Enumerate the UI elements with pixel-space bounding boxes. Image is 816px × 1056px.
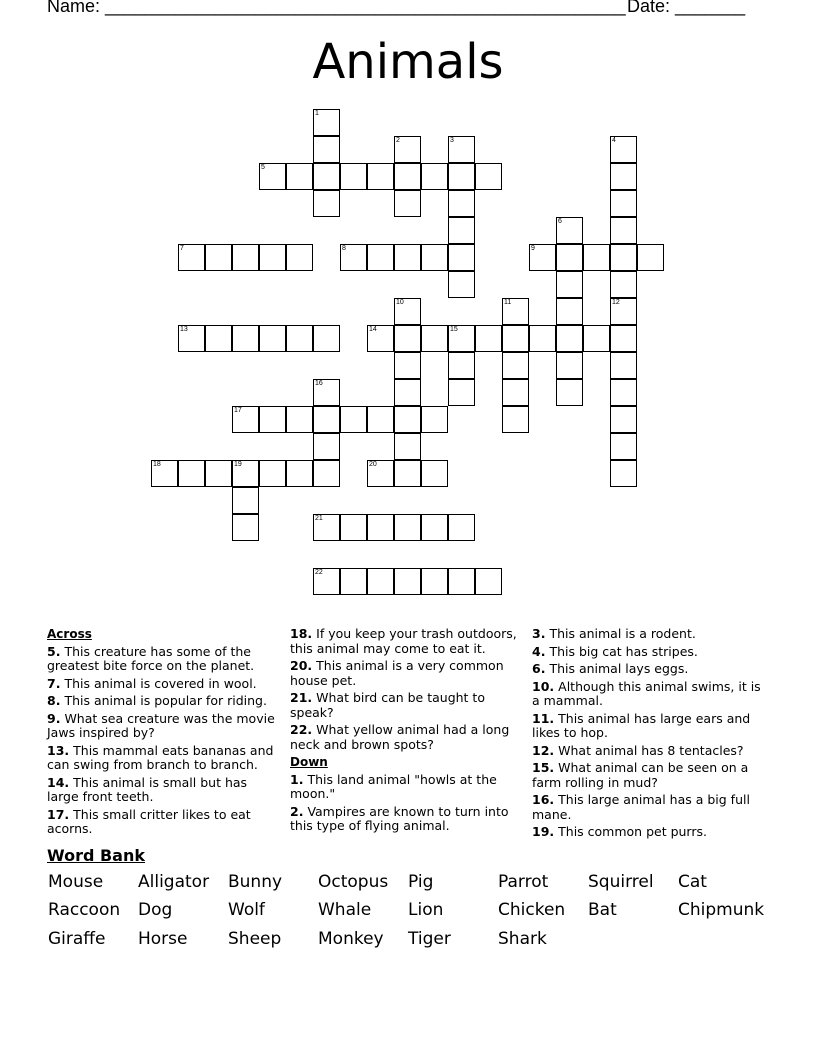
grid-cell[interactable]: [232, 487, 259, 514]
clue-number: 18: [153, 461, 161, 468]
grid-cell[interactable]: [340, 163, 367, 190]
clue-number: 22: [315, 569, 323, 576]
grid-cell[interactable]: [340, 568, 367, 595]
word-bank-item: Raccoon: [48, 900, 121, 920]
grid-cell[interactable]: [313, 163, 340, 190]
name-field-label: Name: ____________________________________________________: [47, 0, 626, 16]
word-bank-item: Bat: [588, 900, 617, 920]
word-bank-item: Giraffe: [48, 929, 106, 949]
clue-number: 17: [234, 407, 242, 414]
grid-cell[interactable]: [394, 136, 421, 163]
grid-cell[interactable]: [205, 244, 232, 271]
grid-cell[interactable]: [421, 568, 448, 595]
grid-cell[interactable]: [313, 568, 340, 595]
grid-cell[interactable]: [259, 460, 286, 487]
clue-number: 6: [558, 218, 562, 225]
clue-across-14: 14. This animal is small but has large front teeth.: [47, 774, 248, 804]
grid-cell[interactable]: [448, 568, 475, 595]
grid-cell[interactable]: [286, 406, 313, 433]
clue-number: 13: [180, 326, 188, 333]
grid-cell[interactable]: [394, 433, 421, 460]
clue-number: 1: [315, 110, 319, 117]
word-bank-item: Wolf: [228, 900, 265, 920]
grid-cell[interactable]: [583, 325, 610, 352]
grid-cell[interactable]: [286, 325, 313, 352]
clue-down-4: 4. This big cat has stripes.: [532, 643, 698, 659]
grid-cell[interactable]: [448, 514, 475, 541]
grid-cell[interactable]: [556, 298, 583, 325]
grid-cell[interactable]: [475, 163, 502, 190]
clues-column-2: [290, 627, 522, 837]
grid-cell[interactable]: [286, 460, 313, 487]
clue-down-1: 1. This land animal "howls at the moon.": [290, 771, 497, 801]
grid-cell[interactable]: [205, 460, 232, 487]
grid-cell[interactable]: [394, 406, 421, 433]
grid-cell[interactable]: [313, 514, 340, 541]
clue-across-22: 22. What yellow animal had a long neck and brown spots?: [290, 722, 510, 752]
grid-cell[interactable]: [421, 460, 448, 487]
grid-cell[interactable]: [610, 217, 637, 244]
grid-cell[interactable]: [259, 325, 286, 352]
clue-number: 5: [261, 164, 265, 171]
grid-cell[interactable]: [556, 217, 583, 244]
grid-cell[interactable]: [232, 325, 259, 352]
clue-number: 20: [369, 461, 377, 468]
word-bank-item: Mouse: [48, 872, 104, 892]
clue-down-2: 2. Vampires are known to turn into this type of flying animal.: [290, 803, 509, 833]
grid-cell[interactable]: [610, 190, 637, 217]
grid-cell[interactable]: [178, 325, 205, 352]
grid-cell[interactable]: [610, 244, 637, 271]
grid-cell[interactable]: [367, 244, 394, 271]
word-bank-item: Monkey: [318, 929, 384, 949]
grid-cell[interactable]: [502, 298, 529, 325]
grid-cell[interactable]: [232, 406, 259, 433]
grid-cell[interactable]: [583, 244, 610, 271]
grid-cell[interactable]: [556, 379, 583, 406]
grid-cell[interactable]: [502, 352, 529, 379]
clue-across-13: 13. This mammal eats bananas and can swing from branch to branch.: [47, 742, 274, 772]
grid-cell[interactable]: [259, 244, 286, 271]
grid-cell[interactable]: [394, 568, 421, 595]
grid-cell[interactable]: [448, 325, 475, 352]
clue-number: 9: [531, 245, 535, 252]
grid-cell[interactable]: [448, 190, 475, 217]
word-bank-item: Sheep: [228, 929, 282, 949]
clue-number: 8: [342, 245, 346, 252]
grid-cell[interactable]: [421, 325, 448, 352]
word-bank-item: Lion: [408, 900, 444, 920]
grid-cell[interactable]: [502, 379, 529, 406]
word-bank-item: Chicken: [498, 900, 566, 920]
grid-cell[interactable]: [340, 406, 367, 433]
word-bank-item: Cat: [678, 872, 707, 892]
grid-cell[interactable]: [313, 406, 340, 433]
word-bank-title: Word Bank: [47, 846, 146, 865]
grid-cell[interactable]: [232, 514, 259, 541]
grid-cell[interactable]: [529, 244, 556, 271]
across-heading: Across: [47, 627, 92, 641]
grid-cell[interactable]: [394, 298, 421, 325]
grid-cell[interactable]: [367, 514, 394, 541]
grid-cell[interactable]: [313, 460, 340, 487]
grid-cell[interactable]: [556, 271, 583, 298]
grid-cell[interactable]: [421, 514, 448, 541]
grid-cell[interactable]: [610, 163, 637, 190]
grid-cell[interactable]: [313, 109, 340, 136]
grid-cell[interactable]: [394, 379, 421, 406]
grid-cell[interactable]: [340, 514, 367, 541]
clue-down-10: 10. Although this animal swims, it is a mammal.: [532, 678, 761, 708]
clue-down-19: 19. This common pet purrs.: [532, 824, 707, 839]
grid-cell[interactable]: [151, 460, 178, 487]
clue-down-3: 3. This animal is a rodent.: [532, 626, 696, 641]
grid-cell[interactable]: [556, 352, 583, 379]
grid-cell[interactable]: [313, 136, 340, 163]
grid-cell[interactable]: [502, 406, 529, 433]
clue-number: 10: [396, 299, 404, 306]
grid-cell[interactable]: [448, 244, 475, 271]
grid-cell[interactable]: [367, 325, 394, 352]
grid-cell[interactable]: [475, 325, 502, 352]
grid-cell[interactable]: [259, 163, 286, 190]
grid-cell[interactable]: [259, 406, 286, 433]
grid-cell[interactable]: [637, 244, 664, 271]
word-bank-item: Chipmunk: [678, 900, 765, 920]
grid-cell[interactable]: [394, 460, 421, 487]
grid-cell[interactable]: [394, 514, 421, 541]
grid-cell[interactable]: [313, 325, 340, 352]
clue-down-16: 16. This large animal has a big full mane.: [532, 792, 750, 822]
word-bank-item: Parrot: [498, 872, 549, 892]
grid-cell[interactable]: [367, 406, 394, 433]
clue-number: 11: [504, 299, 512, 306]
clue-down-11: 11. This animal has large ears and likes to hop.: [532, 710, 751, 740]
grid-cell[interactable]: [313, 379, 340, 406]
page-title: Animals: [312, 34, 504, 90]
date-field-label: Date: _______: [627, 0, 746, 16]
word-bank-item: Horse: [138, 929, 188, 949]
grid-cell[interactable]: [448, 352, 475, 379]
grid-cell[interactable]: [286, 163, 313, 190]
clue-across-18: 18. If you keep your trash outdoors, this animal may come to eat it.: [290, 626, 517, 656]
grid-cell[interactable]: [394, 352, 421, 379]
grid-cell[interactable]: [448, 163, 475, 190]
grid-cell[interactable]: [367, 163, 394, 190]
grid-cell[interactable]: [313, 190, 340, 217]
grid-cell[interactable]: [394, 190, 421, 217]
grid-cell[interactable]: [313, 433, 340, 460]
word-bank-item: Bunny: [228, 872, 283, 892]
grid-cell[interactable]: [394, 163, 421, 190]
grid-cell[interactable]: [367, 568, 394, 595]
grid-cell[interactable]: [610, 298, 637, 325]
clue-number: 4: [612, 137, 616, 144]
grid-cell[interactable]: [421, 163, 448, 190]
clues-column-3: [532, 627, 772, 843]
clue-number: 3: [450, 137, 454, 144]
down-heading: Down: [290, 755, 328, 769]
grid-cell[interactable]: [610, 325, 637, 352]
grid-cell[interactable]: [556, 244, 583, 271]
clue-across-20: 20. This animal is a very common house pet.: [290, 658, 504, 688]
clue-across-5: 5. This creature has some of the greatest bite force on the planet.: [47, 643, 255, 673]
grid-cell[interactable]: [340, 244, 367, 271]
clues-column-1: [47, 627, 279, 840]
clue-across-9: 9. What sea creature was the movie Jaws inspired by?: [47, 710, 275, 740]
clue-number: 21: [315, 515, 323, 522]
grid-cell[interactable]: [448, 271, 475, 298]
grid-cell[interactable]: [178, 244, 205, 271]
clue-number: 15: [450, 326, 458, 333]
word-bank-item: Squirrel: [588, 872, 654, 892]
grid-cell[interactable]: [610, 406, 637, 433]
grid-cell[interactable]: [610, 379, 637, 406]
grid-cell[interactable]: [286, 244, 313, 271]
clue-across-7: 7. This animal is covered in wool.: [47, 675, 257, 691]
clue-number: 7: [180, 245, 184, 252]
grid-cell[interactable]: [367, 460, 394, 487]
clue-number: 2: [396, 137, 400, 144]
grid-cell[interactable]: [232, 244, 259, 271]
clue-number: 12: [612, 299, 620, 306]
clue-down-12: 12. What animal has 8 tentacles?: [532, 742, 744, 758]
grid-cell[interactable]: [610, 271, 637, 298]
clue-down-6: 6. This animal lays eggs.: [532, 661, 689, 676]
grid-cell[interactable]: [178, 460, 205, 487]
grid-cell[interactable]: [205, 325, 232, 352]
grid-cell[interactable]: [610, 433, 637, 460]
clue-across-8: 8. This animal is popular for riding.: [47, 693, 267, 708]
grid-cell[interactable]: [610, 136, 637, 163]
grid-cell[interactable]: [394, 244, 421, 271]
grid-cell[interactable]: [610, 460, 637, 487]
grid-cell[interactable]: [610, 352, 637, 379]
grid-cell[interactable]: [529, 325, 556, 352]
word-bank-item: Alligator: [138, 872, 210, 892]
grid-cell[interactable]: [421, 244, 448, 271]
word-bank-item: Shark: [498, 929, 547, 949]
word-bank-item: Pig: [408, 872, 434, 892]
grid-cell[interactable]: [232, 460, 259, 487]
grid-cell[interactable]: [556, 325, 583, 352]
grid-cell[interactable]: [502, 325, 529, 352]
clue-number: 19: [234, 461, 242, 468]
clue-number: 16: [315, 380, 323, 387]
clue-number: 14: [369, 326, 377, 333]
word-bank-item: Dog: [138, 900, 173, 920]
grid-cell[interactable]: [448, 217, 475, 244]
grid-cell[interactable]: [421, 406, 448, 433]
grid-cell[interactable]: [475, 568, 502, 595]
clue-across-21: 21. What bird can be taught to speak?: [290, 690, 485, 720]
word-bank-item: Tiger: [408, 929, 451, 949]
clue-down-15: 15. What animal can be seen on a farm rolling in mud?: [532, 760, 749, 790]
grid-cell[interactable]: [394, 325, 421, 352]
word-bank-item: Octopus: [318, 872, 389, 892]
grid-cell[interactable]: [448, 379, 475, 406]
word-bank-item: Whale: [318, 900, 372, 920]
grid-cell[interactable]: [448, 136, 475, 163]
clue-across-17: 17. This small critter likes to eat acorns.: [47, 806, 251, 836]
